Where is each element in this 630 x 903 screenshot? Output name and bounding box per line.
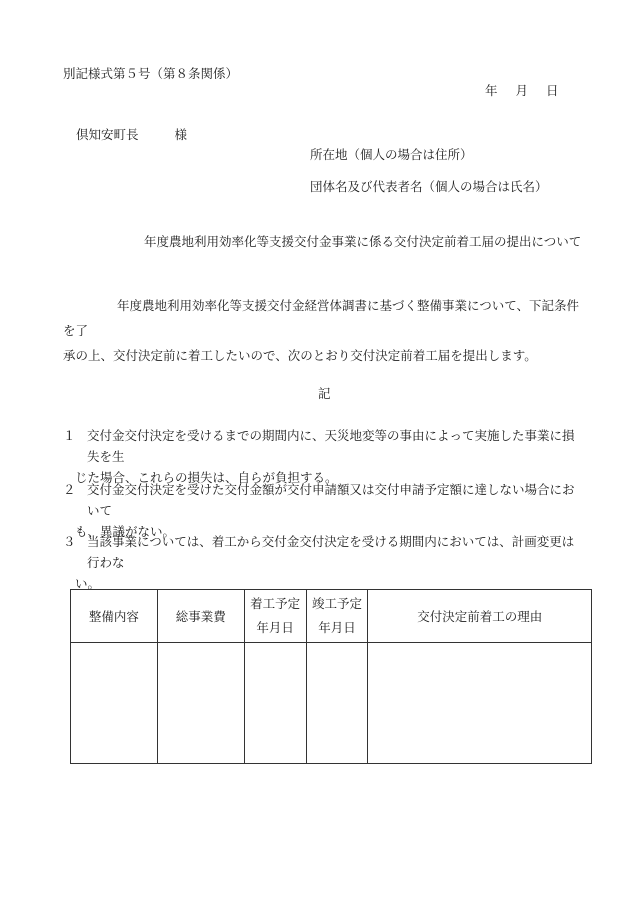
date-month: 月	[515, 83, 529, 98]
table-row	[71, 643, 592, 764]
condition-text-line-2: じた場合、これらの損失は、自らが負担する。	[75, 470, 338, 485]
header-start-date-line-1: 着工予定	[250, 596, 301, 611]
condition-text-line-2: い。	[75, 576, 101, 591]
ki-heading: 記	[318, 386, 331, 401]
addressee-name: 倶知安町長	[76, 127, 139, 142]
condition-text-line-1: 当該事業については、着工から交付金交付決定を受ける期間内においては、計画変更は行わな	[87, 534, 575, 570]
body-line-1: 年度農地利用効率化等支援交付金経営体調書に基づく整備事業について、下記条件を了	[63, 298, 580, 338]
work-table	[70, 589, 592, 764]
document-title: 年度農地利用効率化等支援交付金事業に係る交付決定前着工届の提出について	[144, 234, 582, 249]
header-work-content: 整備内容	[71, 590, 158, 643]
header-reason: 交付決定前着工の理由	[368, 590, 592, 643]
cell-total-cost[interactable]	[157, 643, 244, 764]
cell-work-content[interactable]	[71, 643, 158, 764]
condition-item	[63, 531, 585, 594]
applicant-org-label: 団体名及び代表者名（個人の場合は氏名）	[310, 179, 548, 194]
table-header-row	[71, 590, 592, 643]
header-end-date	[306, 590, 368, 643]
date-day: 日	[546, 83, 559, 98]
condition-text-line-1: 交付金交付決定を受けた交付金額が交付申請額又は交付申請予定額に達しない場合において	[87, 482, 575, 518]
form-number: 別記様式第５号（第８条関係）	[63, 66, 239, 81]
header-start-date	[244, 590, 306, 643]
header-end-date-line-1: 竣工予定	[311, 596, 362, 611]
cell-end-date[interactable]	[306, 643, 368, 764]
condition-number: ２	[63, 482, 76, 497]
condition-text-line-2: も、異議がない。	[75, 524, 176, 539]
date-line	[485, 85, 559, 98]
cell-reason[interactable]	[368, 643, 592, 764]
addressee	[76, 129, 187, 142]
header-end-date-line-2: 年月日	[318, 620, 356, 635]
body-line-2: 承の上、交付決定前に着工したいので、次のとおり交付決定前着工届を提出します。	[63, 348, 537, 363]
date-year: 年	[485, 83, 498, 98]
header-total-cost: 総事業費	[157, 590, 244, 643]
condition-number: １	[63, 428, 76, 443]
addressee-honorific: 様	[174, 127, 188, 142]
cell-start-date[interactable]	[244, 643, 306, 764]
condition-text-line-1: 交付金交付決定を受けるまでの期間内に、天災地変等の事由によって実施した事業に損失を生	[87, 428, 575, 464]
body-paragraph	[63, 293, 583, 368]
applicant-address-label: 所在地（個人の場合は住所）	[310, 147, 473, 162]
header-start-date-line-2: 年月日	[256, 620, 294, 635]
condition-number: ３	[63, 534, 76, 549]
